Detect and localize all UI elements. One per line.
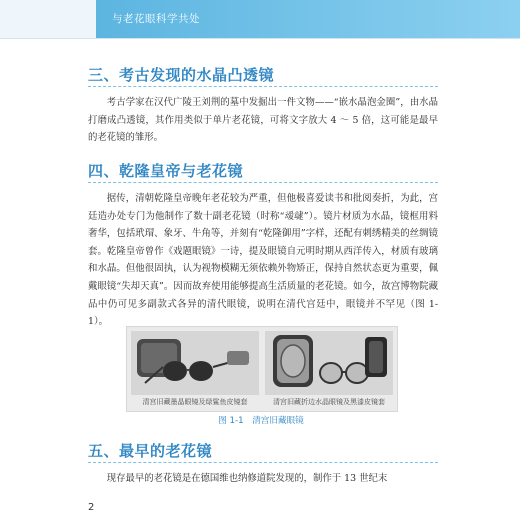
- page-number: 2: [88, 502, 95, 513]
- heading-rule-4: [88, 182, 438, 184]
- photo-folding-crystal-glasses-black-case: [265, 331, 393, 395]
- section-heading-4: 四、乾隆皇帝与老花镜: [88, 162, 244, 180]
- photo-caption-right: 清宫旧藏折边水晶眼镜及黑漆皮镜套: [273, 398, 385, 406]
- section-heading-3: 三、考古发现的水晶凸透镜: [88, 66, 275, 84]
- photo-crystal-glasses-green-case: [131, 331, 259, 395]
- glasses-photo-right-drawing: [265, 331, 393, 395]
- header-tab: [96, 0, 520, 38]
- paragraph-5-1: 现存最早的老花镜是在德国维也纳修道院发现的，制作于 13 世纪末: [106, 473, 388, 484]
- heading-rule-3: [88, 86, 438, 88]
- figure-1-1: [126, 326, 398, 412]
- heading-rule-5: [88, 462, 438, 464]
- header-title: 与老花眼科学共处: [112, 13, 200, 25]
- paragraph-3-1: 考古学家在汉代广陵王刘荆的墓中发掘出一件文物——“嵌水晶泡金圈”，由水晶打磨成凸透镜，其作用类似于单片老花镜，可将文字放大 4 ～ 5 倍，这可能是最早的老花镜的雏形。: [88, 97, 438, 144]
- figure-caption: 图 1-1 清宫旧藏眼镜: [218, 416, 304, 426]
- running-header: [0, 0, 520, 39]
- section-heading-5: 五、最早的老花镜: [88, 442, 213, 460]
- photo-caption-left: 清宫旧藏墨晶眼镜及绿鲨鱼皮镜套: [142, 398, 248, 406]
- paragraph-4-1: 据传，清朝乾隆皇帝晚年老花较为严重，但他极喜爱读书和批阅奏折，为此，宫廷造办处专门为他制作了数十副老花镜（时称“叆叇”）。镜片材质为水晶，镜框用料奢华，包括玳瑁、象牙、牛角等，并刻有“乾隆御用”字样，还配有刺绣精美的丝绸镜套。乾隆皇帝曾作《戏题眼镜》一诗，提及眼镜自元明时期从西洋传入，材质有玻璃和水晶。但他很固执，认为视物模糊无须依赖外物矫正，保持自然状态更为重要，佩戴眼镜“失却天真”。因而故弃使用能够提高生活质量的老花镜。如今，故宫博物院藏品中仍可见多副款式各异的清代眼镜，说明在清代宫廷中，眼镜并不罕见（图 1-1）。: [88, 193, 438, 328]
- glasses-photo-left-drawing: [131, 331, 259, 395]
